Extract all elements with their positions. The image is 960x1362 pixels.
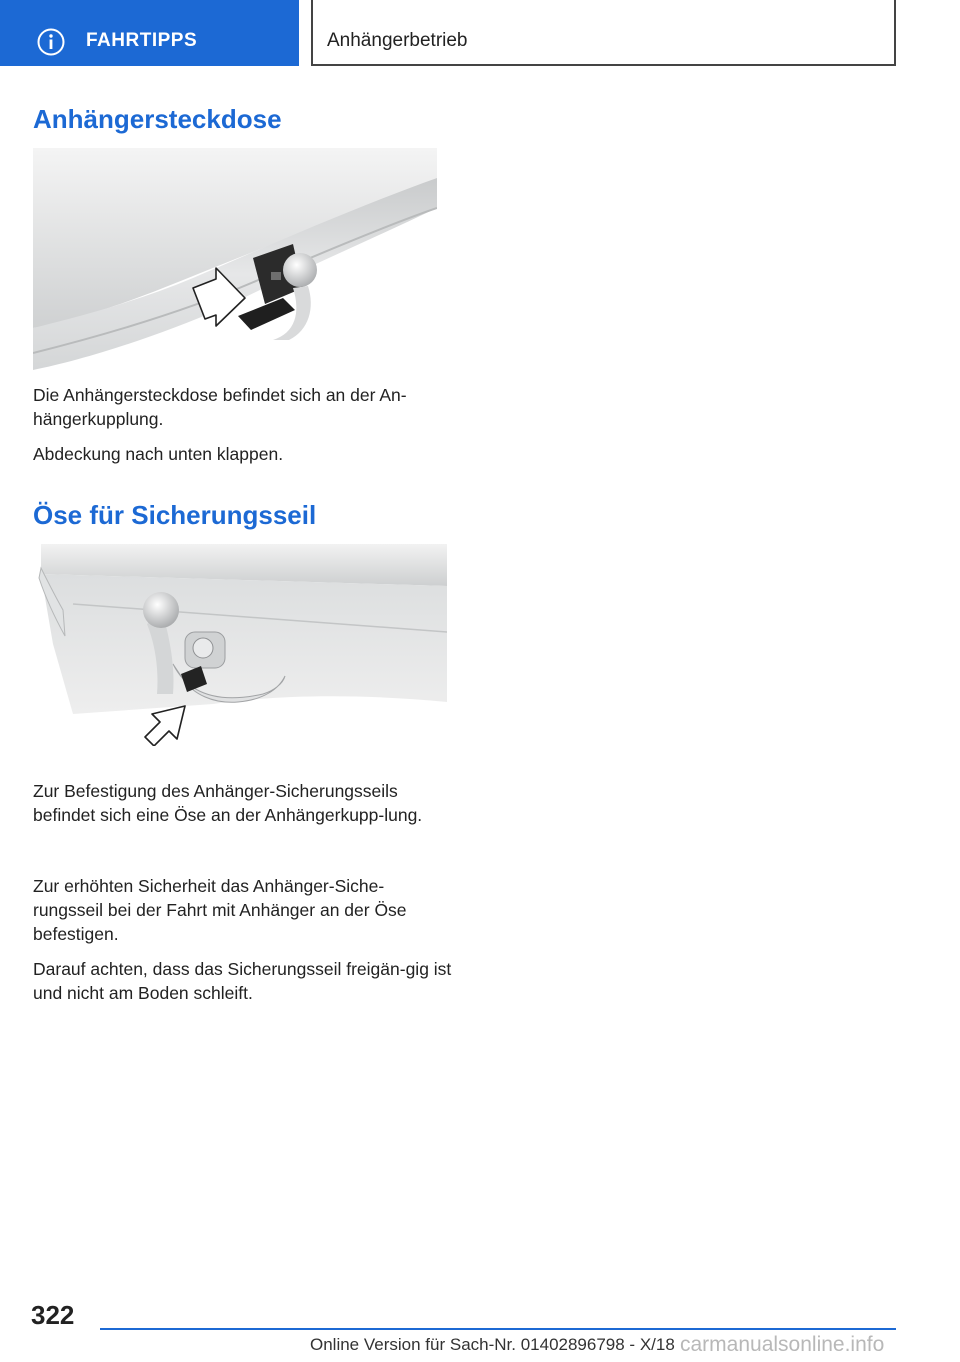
paragraph: Die Anhängersteckdose befindet sich an der An‐hängerkupplung.: [33, 385, 407, 429]
safety-cable-eyelet-illustration: [33, 544, 447, 746]
page-header: [0, 0, 960, 66]
footer-divider: [100, 1328, 896, 1330]
chapter-label: FAHRTIPPS: [86, 30, 198, 51]
footer-version-text: Online Version für Sach-Nr. 01402896798 - X/18: [310, 1335, 675, 1354]
section-title-safety-cable-eyelet: Öse für Sicherungsseil: [33, 500, 317, 530]
page-number: 322: [31, 1300, 75, 1330]
section-label: Anhängerbetrieb: [327, 30, 468, 51]
paragraph: Abdeckung nach unten klappen.: [33, 444, 284, 464]
paragraph: Zur Befestigung des Anhänger-Sicherungsseils befindet sich eine Öse an der Anhängerkupp‐lung.: [33, 781, 423, 825]
trailer-socket-illustration: [33, 148, 437, 370]
paragraph: Darauf achten, dass das Sicherungsseil freigän‐gig ist und nicht am Boden schleift.: [33, 959, 452, 1003]
section-title-trailer-socket: Anhängersteckdose: [33, 104, 282, 134]
paragraph: Zur erhöhten Sicherheit das Anhänger-Siche‐rungsseil bei der Fahrt mit Anhänger an der Öse befestigen.: [33, 876, 407, 944]
chapter-tab[interactable]: [0, 0, 299, 66]
info-circle-icon: [36, 27, 66, 57]
watermark: carmanualsonline.info: [680, 1333, 885, 1356]
section-tab[interactable]: [311, 0, 896, 66]
